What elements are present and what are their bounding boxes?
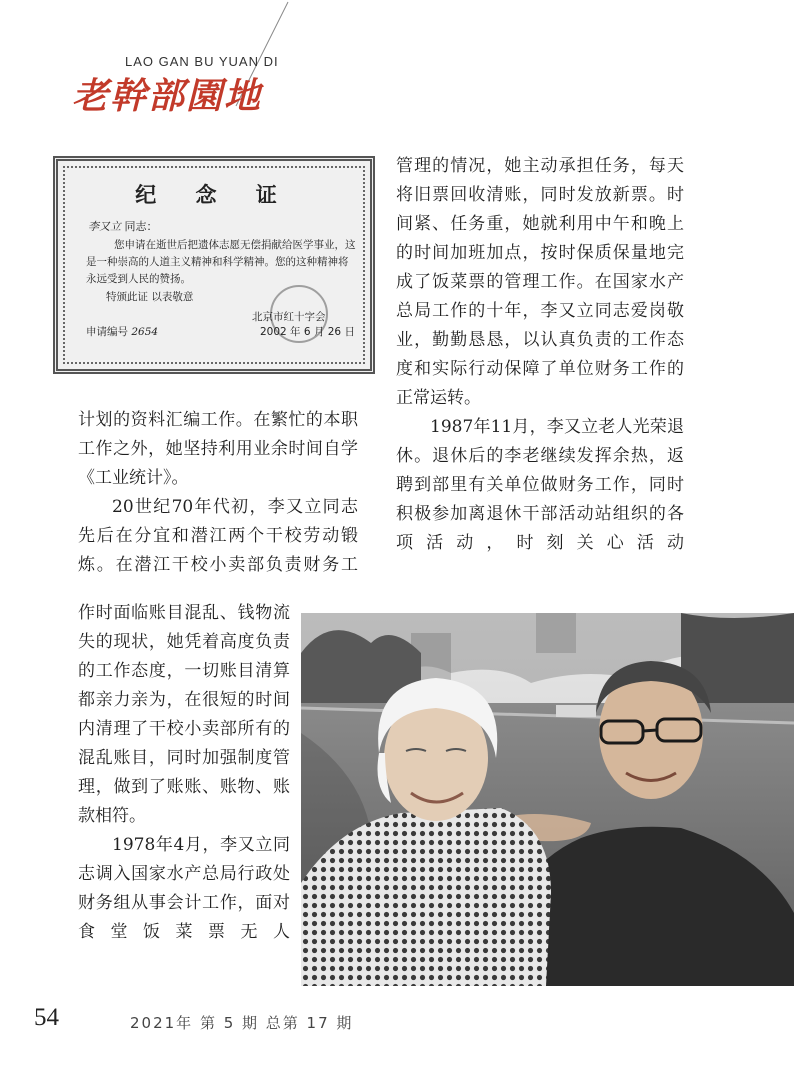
certificate-body — [86, 237, 356, 288]
selfie-photo — [301, 613, 794, 986]
paragraph: 计划的资料汇编工作。在繁忙的本职工作之外，她坚持利用业余时间自学《工业统计》。 — [78, 410, 358, 488]
donation-certificate-image — [53, 156, 375, 374]
paragraph: 管理的情况，她主动承担任务，每天将旧票回收清账，同时发放新票。时间紧、任务重，她就利用中午和晚上的时间加班加点，按时保质保量地完成了饭菜票的管理工作。在国家水产总局工作的十年，李又立同志爱岗敬业，勤勤恳恳，以认真负责的工作态度和实际行动保障了单位财务工作的正常运转。 — [396, 156, 684, 408]
page-number: 54 — [34, 1004, 59, 1031]
application-number-value: 2654 — [131, 326, 159, 338]
magazine-name-english: LAO GAN BU YUAN DI — [125, 54, 279, 69]
certificate-application-number — [86, 324, 158, 339]
issue-info: 2021年 第 5 期 总第 17 期 — [130, 1014, 354, 1032]
application-number-label: 申请编号 — [86, 326, 128, 338]
certificate-date: 2002 年 6 月 26 日 — [260, 326, 355, 338]
certificate-issuer: 北京市红十字会 — [252, 311, 326, 323]
paragraph: 作时面临账目混乱、钱物流失的现状，她凭着高度负责的工作态度，一切账目清算都亲力亲为，在很短的时间内清理了干校小卖部所有的混乱账目，同时加强制度管理，做到了账账、账物、账款相符。 — [78, 603, 290, 826]
paragraph: 1978年4月，李又立同志调入国家水产总局行政处财务组从事会计工作，面对食堂饭菜票无人 — [78, 835, 290, 942]
certificate-title: 纪 念 证 — [135, 182, 293, 207]
article-right-column — [396, 152, 684, 558]
article-left-column-top — [78, 406, 358, 580]
certificate-body-text: 您申请在逝世后把遗体志愿无偿捐献给医学事业，这是一种崇高的人道主义精神和科学精神。您的这种精神将永远受到人民的赞扬。 — [86, 239, 356, 285]
recipient-signature: 李又立 — [88, 220, 121, 233]
paragraph: 1987年11月，李又立老人光荣退休。退休后的李老继续发挥余热，返聘到部里有关单位做财务工作，同时积极参加离退休干部活动站组织的各项活动，时刻关心活动 — [396, 417, 684, 553]
magazine-logo: 老幹部園地 — [72, 75, 263, 117]
article-left-column-bottom — [78, 599, 290, 947]
certificate-closing: 特颁此证 以表敬意 — [106, 291, 194, 303]
paragraph: 20世纪70年代初，李又立同志先后在分宜和潜江两个干校劳动锻炼。在潜江干校小卖部负责财务工 — [78, 497, 358, 575]
certificate-recipient — [88, 218, 158, 234]
certificate-salutation: 同志： — [124, 220, 158, 233]
